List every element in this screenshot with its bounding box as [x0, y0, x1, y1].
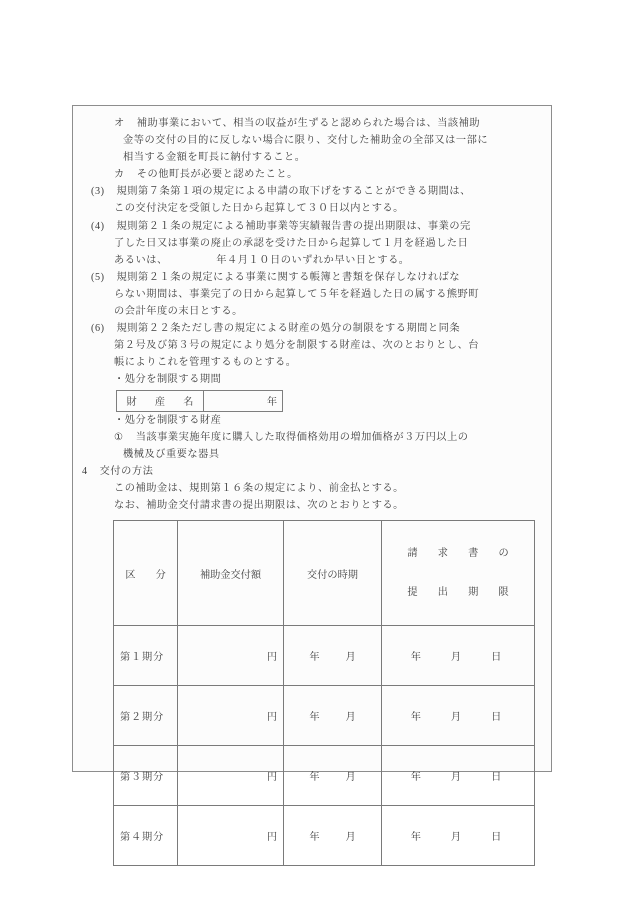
property-item-marker: ①	[114, 431, 124, 443]
property-table-wrapper	[73, 390, 553, 412]
row-2-kigen-month: 月	[450, 712, 462, 724]
row-4-kubun: 第４期分	[114, 806, 178, 866]
row-2-kubun: 第２期分	[114, 686, 178, 746]
row-4-jiki-month: 月	[345, 832, 356, 844]
row-2-kigen-day: 日	[491, 712, 502, 724]
property-table-row	[117, 390, 283, 411]
row-3-jiki-month: 月	[345, 772, 356, 784]
row-4-jiki-inner	[290, 806, 375, 865]
clause-4-line-1	[73, 218, 553, 235]
clause-5-text-1: 規則第２１条の規定による事業に関する帳簿と書類を保存しなければな	[116, 271, 461, 283]
clause-3-marker: (3)	[91, 186, 105, 198]
row-1-kubun: 第１期分	[114, 626, 178, 686]
section-4-number: 4	[82, 465, 88, 477]
clause-5-marker: (5)	[91, 271, 105, 283]
clause-o-line-3: 相当する金額を町長に納付すること。	[123, 152, 306, 164]
clause-o-line-1	[73, 115, 553, 132]
row-1-jiki-year: 年	[309, 652, 320, 664]
table-row	[114, 806, 535, 866]
property-table	[116, 390, 283, 412]
clause-6-line-3: 帳によりこれを管理するものとする。	[114, 357, 297, 369]
row-3-kigen-year: 年	[410, 772, 421, 784]
property-name-label: 財 産 名	[117, 390, 204, 411]
clause-5-line-1	[73, 269, 553, 286]
row-3-amount: 円	[178, 746, 284, 806]
header-kigen-line-1: 請 求 書 の	[407, 548, 514, 560]
row-1-kigen-month: 月	[450, 652, 462, 664]
clause-6-marker: (6)	[91, 323, 105, 335]
property-year-cell: 年	[204, 390, 283, 411]
clause-ka-text-1: その他町長が必要と認めたこと。	[136, 169, 298, 181]
row-2-amount: 円	[178, 686, 284, 746]
row-2-jiki-year: 年	[309, 712, 320, 724]
clause-3-text-1: 規則第７条第１項の規定による申請の取下げをすることができる期間は、	[116, 186, 471, 198]
clause-5-line-2: らない期間は、事業完了の日から起算して５年を経過した日の属する熊野町	[114, 288, 480, 300]
row-3-kubun: 第３期分	[114, 746, 178, 806]
row-1-jiki-month: 月	[345, 652, 356, 664]
header-kofu-gaku: 補助金交付額	[178, 521, 284, 626]
clause-4-marker: (4)	[91, 220, 105, 232]
header-kubun: 区 分	[114, 521, 178, 626]
section-4-title: 交付の方法	[99, 465, 154, 477]
document-body	[73, 106, 553, 866]
row-4-jiki	[284, 806, 382, 866]
row-4-kigen-year: 年	[410, 832, 421, 844]
clause-6-line-2: 第２号及び第３号の規定により処分を制限する財産は、次のとおりとし、台	[114, 340, 480, 352]
row-4-jiki-year: 年	[309, 832, 320, 844]
clause-o-marker: オ	[114, 118, 125, 129]
clause-o-line-2: 金等の交付の目的に反しない場合に限り、交付した補助金の全部又は一部に	[123, 135, 489, 147]
clause-6-text-1: 規則第２２条ただし書の規定による財産の処分の制限をする期間と同条	[116, 323, 461, 335]
row-4-kigen	[382, 806, 535, 866]
clause-4-line-2: 了した日又は事業の廃止の承認を受けた日から起算して１月を経過した日	[114, 237, 469, 249]
clause-4-line-3: あるいは、 年４月１０日のいずれか早い日とする。	[114, 254, 410, 266]
bullet-restriction-period: ・処分を制限する期間	[114, 374, 222, 386]
bullet-restricted-property: ・処分を制限する財産	[114, 414, 222, 426]
row-2-jiki-month: 月	[345, 712, 356, 724]
clause-3-line-1	[73, 183, 553, 200]
clause-4-text-1: 規則第２１条の規定による補助事業等実績報告書の提出期限は、事業の完	[116, 220, 471, 232]
clause-o-text-1: 補助事業において、相当の収益が生ずると認められた場合は、当該補助	[136, 118, 481, 129]
section-4-heading	[73, 463, 553, 480]
row-2-kigen-year: 年	[410, 712, 421, 724]
document-page	[72, 105, 552, 844]
row-3-jiki-year: 年	[309, 772, 320, 784]
property-item-line-2: 機械及び重要な器具	[123, 448, 220, 460]
row-4-kigen-day: 日	[491, 832, 502, 844]
property-item-text-1: 当該事業実施年度に購入した取得価格効用の増加価格が３万円以上の	[135, 431, 469, 443]
header-kofu-jiki: 交付の時期	[284, 521, 382, 626]
clause-5-line-3: の会計年度の末日とする。	[114, 306, 243, 318]
header-kigen-line-2: 提 出 期 限	[407, 587, 514, 599]
clause-3-line-2: この交付決定を受領した日から起算して３０日以内とする。	[114, 203, 404, 215]
clause-ka-marker: カ	[114, 169, 125, 181]
schedule-table-wrapper	[73, 520, 553, 866]
row-3-kigen-month: 月	[450, 772, 462, 784]
section-4-line-1: この補助金は、規則第１６条の規定により、前金払とする。	[114, 482, 404, 494]
clause-ka-line-1	[73, 166, 553, 183]
row-4-kigen-inner	[388, 806, 528, 865]
clause-6-line-1	[73, 320, 553, 337]
property-item-line-1	[73, 429, 553, 446]
row-4-kigen-month: 月	[450, 832, 462, 844]
row-1-kigen-day: 日	[491, 652, 502, 664]
row-1-kigen-year: 年	[410, 652, 421, 664]
section-4-line-2: なお、補助金交付請求書の提出期限は、次のとおりとする。	[114, 499, 404, 511]
row-1-amount: 円	[178, 626, 284, 686]
payment-schedule-table	[113, 520, 535, 866]
row-3-kigen-day: 日	[491, 772, 502, 784]
row-4-amount: 円	[178, 806, 284, 866]
